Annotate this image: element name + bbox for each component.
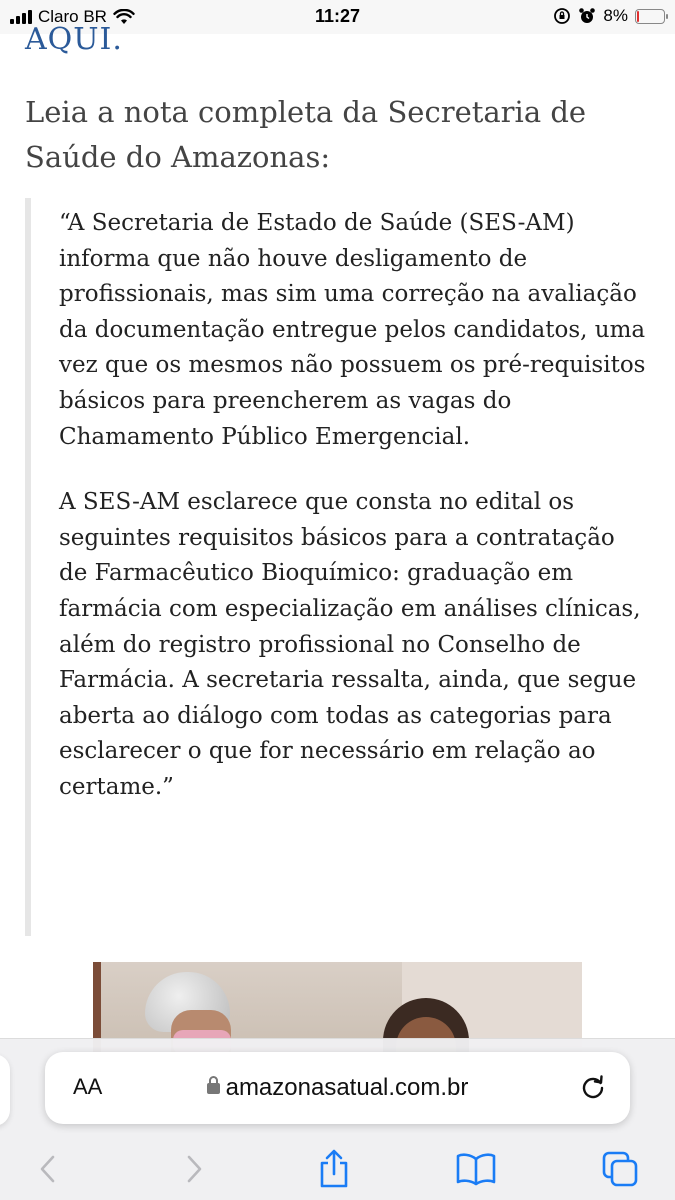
quote-paragraph-2: A SES-AM esclarece que consta no edital os seguintes requisitos básicos para a contratação de Farmacêutico Bioquímico: graduação em farmácia com especialização em análises clínicas, além do registro profissional no Conselho de Farmácia. A secretaria ressalta, ainda, que segue aberta ao diálogo com todas as categorias para esclarecer o que for necessário em relação ao certame.” xyxy=(59,489,641,800)
orientation-lock-icon xyxy=(553,7,571,25)
browser-toolbar xyxy=(0,1038,675,1200)
tabs-button[interactable] xyxy=(598,1147,642,1191)
url-text: amazonasatual.com.br xyxy=(225,1074,469,1101)
address-bar[interactable] xyxy=(45,1052,630,1124)
blockquote xyxy=(25,198,650,936)
tabs-icon xyxy=(601,1150,639,1188)
alarm-icon xyxy=(578,7,596,25)
carrier-label: Claro BR xyxy=(38,7,107,26)
url-display[interactable] xyxy=(45,1074,630,1102)
battery-fill xyxy=(637,11,639,22)
back-button[interactable] xyxy=(26,1147,70,1191)
lock-icon xyxy=(207,1083,220,1094)
previous-tab-peek[interactable] xyxy=(0,1054,10,1126)
status-time: 11:27 xyxy=(314,6,361,26)
article-link-aqui[interactable]: AQUI. xyxy=(25,22,123,57)
forward-icon xyxy=(184,1154,204,1184)
battery-percent: 8% xyxy=(603,6,628,25)
bookmarks-button[interactable] xyxy=(454,1147,498,1191)
reload-icon[interactable] xyxy=(578,1072,608,1102)
text-size-label: AA xyxy=(73,1074,103,1099)
status-right xyxy=(553,6,665,26)
bookmarks-icon xyxy=(455,1152,497,1186)
share-button[interactable] xyxy=(312,1147,356,1191)
back-icon xyxy=(38,1154,58,1184)
article-lead-paragraph: Leia a nota completa da Secretaria de Saúde do Amazonas: xyxy=(25,95,587,174)
share-icon xyxy=(317,1149,351,1189)
forward-button[interactable] xyxy=(172,1147,216,1191)
quote-paragraph-1: “A Secretaria de Estado de Saúde (SES-AM) informa que não houve desligamento de profissionais, mas sim uma correção na avaliação da documentação entregue pelos candidatos, uma vez que os mesmos não possuem os pré-requisitos básicos para preencherem as vagas do Chamamento Público Emergencial. xyxy=(59,210,646,450)
battery-icon xyxy=(635,9,665,24)
